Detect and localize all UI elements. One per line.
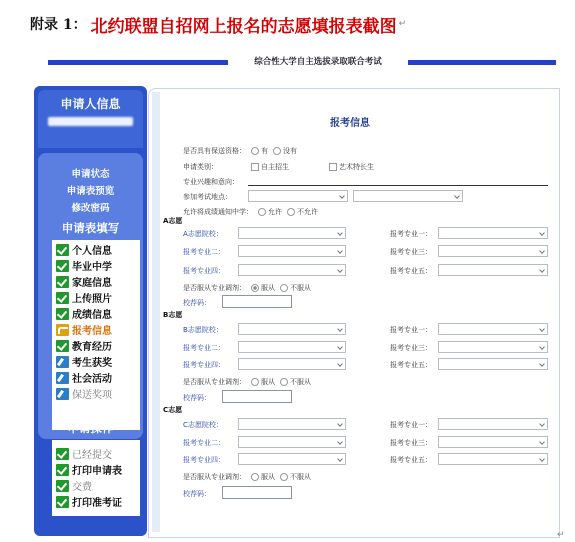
sidebar-op-payment[interactable]: 交费 [56,478,92,493]
group-a-adjust-label: 是否服从专业调剂： [183,284,246,292]
pencil-icon [56,356,69,368]
exam-location-label: 参加考试地点： [183,193,232,201]
group-a-major1-select[interactable] [438,227,548,239]
group-b-title: B志愿 [163,311,183,319]
group-b-major5-label: 报考专业五： [390,361,432,369]
sidebar-op-submitted[interactable]: 已经提交 [56,446,112,461]
group-a-code-label: 校荐码： [183,299,211,307]
group-a-code-input[interactable] [222,295,292,308]
sidebar-ops-title: 申请操作 [67,421,114,435]
group-a-school-label: A志愿院校： [183,230,223,238]
exam-city-select[interactable] [353,190,463,202]
group-c-major5-select[interactable] [438,453,548,465]
group-b-major4-label: 报考专业四： [183,361,225,369]
guaranteed-row: 是否具有保送资格： 有 没有 [183,147,297,155]
interest-label: 专业兴趣和意向： [183,178,239,186]
category-art-checkbox[interactable] [329,163,337,171]
group-a-major3-label: 报考专业三： [390,248,432,256]
group-c-adjust-no-radio[interactable] [280,473,288,481]
sidebar-step-highschool[interactable]: 毕业中学 [56,258,112,273]
group-b-school-label: B志愿院校： [183,326,223,334]
sidebar-step-awards[interactable]: 考生获奖 [56,354,112,369]
guaranteed-no-radio[interactable] [273,147,281,155]
group-b-major3-label: 报考专业三： [390,344,432,352]
group-a-school-select[interactable] [238,227,346,239]
sidebar-step-recommend-awards[interactable]: 保送奖项 [56,386,112,401]
group-a-major3-select[interactable] [438,245,548,257]
group-c-adjust-label: 是否服从专业调剂： [183,473,246,481]
group-c-major2-label: 报考专业二： [183,439,225,447]
check-icon [56,276,69,288]
group-c-major2-select[interactable] [238,436,346,448]
group-c-title: C志愿 [163,406,183,414]
guaranteed-yes-radio[interactable] [251,147,259,155]
sidebar-op-print-form[interactable]: 打印申请表 [56,462,122,477]
guaranteed-label: 是否具有保送资格： [183,147,246,155]
applicant-title: 申请人信息 [60,97,121,111]
group-c-major1-label: 报考专业一： [390,421,432,429]
category-art-option: 艺术特长生 [324,162,374,172]
check-icon [56,244,69,256]
caption-prefix: 附录 1： [30,17,87,33]
group-c-school-label: C志愿院校： [183,421,223,429]
sidebar-op-print-ticket[interactable]: 打印准考证 [56,494,122,509]
paragraph-mark-bottom: ↵ [557,530,565,540]
sidebar-step-personal[interactable]: 个人信息 [56,242,112,257]
sidebar-step-application[interactable]: 报考信息 [56,322,112,337]
header-title: 综合性大学自主选拔录取联合考试 [228,55,408,69]
pencil-icon [56,388,69,400]
check-icon [56,448,69,460]
group-a-adjust-yes-radio[interactable] [251,284,259,292]
sidebar-link-status[interactable]: 申请状态 [71,169,110,180]
group-b-major4-select[interactable] [238,358,346,370]
group-c-major1-select[interactable] [438,418,548,430]
pencil-icon [56,372,69,384]
allow-notify-no-radio[interactable] [287,208,295,216]
exam-province-select[interactable] [248,190,348,202]
group-a-major5-label: 报考专业五： [390,267,432,275]
group-a-major1-label: 报考专业一： [390,230,432,238]
group-c-major4-select[interactable] [238,453,346,465]
group-a-major2-select[interactable] [238,245,346,257]
sidebar-link-password[interactable]: 修改密码 [71,203,110,214]
group-c-adjust-row: 是否服从专业调剂： 服从 不服从 [183,473,311,481]
category-self-option: 自主招生 [246,162,289,172]
group-b-adjust-label: 是否服从专业调剂： [183,378,246,386]
group-a-major4-label: 报考专业四： [183,267,225,275]
sidebar-link-preview[interactable]: 申请表预览 [66,186,115,197]
group-b-school-select[interactable] [238,323,346,335]
allow-notify-yes-radio[interactable] [258,208,266,216]
group-c-code-input[interactable] [222,486,292,499]
group-a-major2-label: 报考专业二： [183,248,225,256]
group-c-major3-label: 报考专业三： [390,439,432,447]
group-b-code-label: 校荐码： [183,394,211,402]
figure-caption [30,10,406,38]
header-band-left [48,60,228,65]
sidebar-step-photo[interactable]: 上传照片 [56,290,112,305]
check-icon [56,464,69,476]
group-c-code-label: 校荐码： [183,490,211,498]
category-label: 申请类别： [183,163,218,171]
group-c-adjust-yes-radio[interactable] [251,473,259,481]
group-b-major2-label: 报考专业二： [183,344,225,352]
group-c-major4-label: 报考专业四： [183,456,225,464]
check-icon [56,496,69,508]
interest-input[interactable] [248,185,548,186]
check-icon [56,340,69,352]
group-b-major3-select[interactable] [438,341,548,353]
group-b-code-input[interactable] [222,390,292,403]
form-title: 报考信息 [330,118,370,129]
sidebar-step-education[interactable]: 教育经历 [56,338,112,353]
sidebar-step-activities[interactable]: 社会活动 [56,370,112,385]
group-c-school-select[interactable] [238,418,346,430]
group-a-major4-select[interactable] [238,264,346,276]
group-a-title: A志愿 [163,217,183,225]
allow-notify-row: 允许将成绩通知中学： 允许 不允许 [183,208,318,216]
header-band-right [408,60,556,65]
group-b-major1-label: 报考专业一： [390,326,432,334]
group-b-major2-select[interactable] [238,341,346,353]
caption-title: 北约联盟自招网上报名的志愿填报表截图 [90,16,397,37]
group-a-adjust-row: 是否服从专业调剂： 服从 不服从 [183,284,311,292]
check-icon [56,480,69,492]
allow-notify-label: 允许将成绩通知中学： [183,208,253,216]
sidebar-fill-title: 申请表填写 [61,221,120,235]
sidebar-step-scores[interactable]: 成绩信息 [56,306,112,321]
category-self-checkbox[interactable] [251,163,259,171]
group-a-major5-select[interactable] [438,264,548,276]
group-b-major5-select[interactable] [438,358,548,370]
panel-edge [152,92,160,532]
group-b-adjust-yes-radio[interactable] [251,378,259,386]
group-b-major1-select[interactable] [438,323,548,335]
group-c-major3-select[interactable] [438,436,548,448]
edit-icon [56,324,69,336]
paragraph-mark: ↵ [398,19,407,29]
check-icon [56,292,69,304]
check-icon [56,308,69,320]
group-b-adjust-no-radio[interactable] [280,378,288,386]
group-a-adjust-no-radio[interactable] [280,284,288,292]
group-c-major5-label: 报考专业五： [390,456,432,464]
sidebar-step-family[interactable]: 家庭信息 [56,274,112,289]
applicant-name-redacted [48,117,133,126]
group-b-adjust-row: 是否服从专业调剂： 服从 不服从 [183,378,311,386]
check-icon [56,260,69,272]
